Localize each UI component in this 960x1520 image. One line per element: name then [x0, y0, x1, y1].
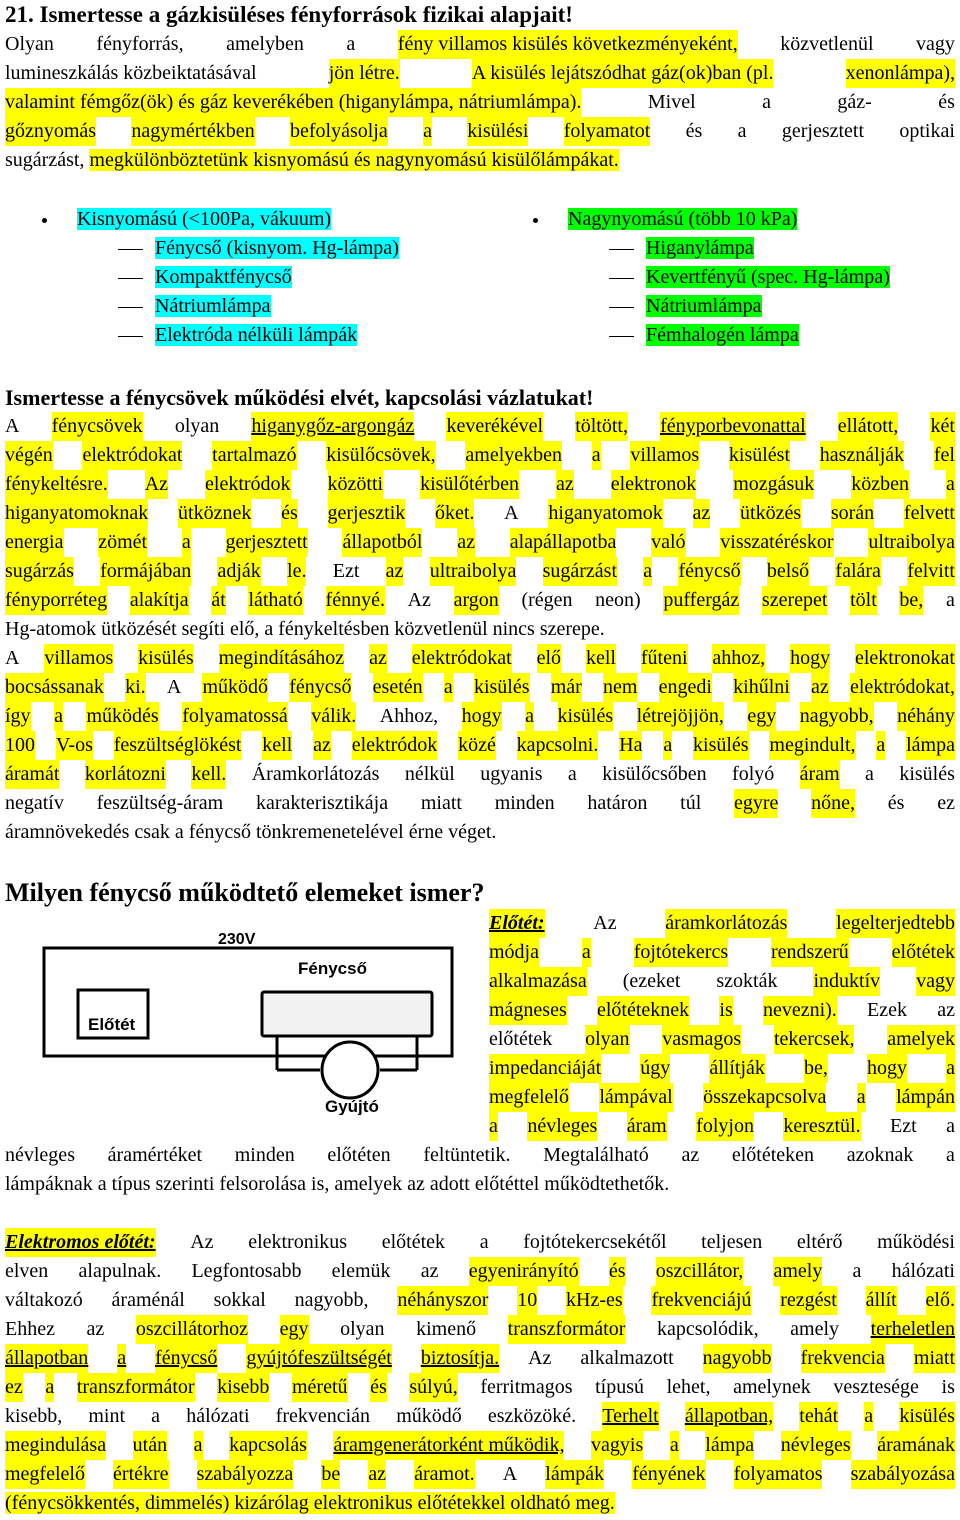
tube-label: Fénycső [298, 959, 367, 978]
dash-icon [609, 249, 634, 250]
s3p2-line-1: Elektromos előtét: Az elektronikus előtétek a fojtótekercsekétől teljesen eltérő működési [5, 1228, 955, 1257]
intro-line-5: sugárzást, megkülönböztetünk kisnyomású és nagynyomású kisülőlámpákat. [5, 149, 619, 171]
ballast-label: Előtét [88, 1015, 136, 1034]
intro-line-3: valamint fémgőz(ök) és gáz keverékében (higanylámpa, nátriumlámpa). Mivel a gáz- és [5, 88, 955, 117]
s3p1-line-9: névleges áramértéket minden előtéten feltüntetik. Megtalálható az előtéteken azoknak a [5, 1144, 955, 1166]
s3p2-line-8: megindulása után a kapcsolás áramgenerátorként működik, vagyis a lámpa névleges áramának [5, 1431, 955, 1460]
starter-shape [322, 1042, 378, 1098]
s3p2-line-9: megfelelő értékre szabályozza be az áramot. A lámpák fényének folyamatos szabályozása [5, 1460, 955, 1489]
page-title: 21. Ismertesse a gázkisüléses fényforrások fizikai alapjait! [5, 2, 573, 27]
s3p2-line-7: kisebb, mint a hálózati frekvencián működő eszközöké. Terhelt állapotban, tehát a kisülés [5, 1402, 955, 1431]
dash-icon [609, 278, 634, 279]
s3p2-line-10: (fénycsökkentés, dimmelés) kizárólag elektronikus előtétekkel oldható meg. [5, 1492, 615, 1514]
dash-icon [118, 249, 143, 250]
s2p1-line-1: A fénycsövek olyan higanygőz-argongáz keverékével töltött, fényporbevonattal ellátott, két [5, 412, 955, 441]
dash-icon [118, 336, 143, 337]
section-heading-tubes: Ismertesse a fénycsövek működési elvét, kapcsolási vázlatukat! [5, 385, 594, 410]
s2p2-line-6: negatív feszültség-áram karakterisztikája miatt minden határon túl egyre nőne, és ez [5, 789, 955, 818]
section-heading-elements: Milyen fénycső működtető elemeket ismer? [5, 878, 485, 907]
left-list-item: Elektróda nélküli lámpák [118, 321, 357, 350]
s3p2-line-5: állapotban a fénycső gyújtófeszültségét biztosítja. Az alkalmazott nagyobb frekvencia miatt [5, 1344, 955, 1373]
bullet-dot-icon [42, 218, 47, 223]
s2p1-line-2: végén elektródokat tartalmazó kisülőcsövek, amelyekben a villamos kisülést használják fel [5, 441, 955, 470]
s3p1-line-6: impedanciáját úgy állítják be, hogy a [489, 1054, 955, 1083]
bullet-dot-icon [533, 218, 538, 223]
intro-line-4: gőznyomás nagymértékben befolyásolja a kisülési folyamatot és a gerjesztett optikai [5, 117, 955, 146]
s3p1-line-5: előtétek olyan vasmagos tekercsek, amelyek [489, 1025, 955, 1054]
right-list-head: Nagynyomású (több 10 kPa) [533, 205, 797, 234]
s2p2-line-1: A villamos kisülés megindításához az elektródokat elő kell fűteni ahhoz, hogy elektronokat [5, 644, 955, 673]
s2p1-line-6: sugárzás formájában adják le. Ezt az ultraibolya sugárzást a fénycső belső falára felvitt [5, 557, 955, 586]
s3p1-line-1: Előtét: Az áramkorlátozás legelterjedtebb [489, 909, 955, 938]
s2p1-line-4: higanyatomoknak ütköznek és gerjesztik őket. A higanyatomok az ütközés során felvett [5, 499, 955, 528]
intro-line-2: lumineszkálás közbeiktatásával jön létre. A kisülés lejátszódhat gáz(ok)ban (pl. xenonlámpa), [5, 59, 955, 88]
s3p1-line-8: a névleges áram folyjon keresztül. Ezt a [489, 1112, 955, 1141]
s2p2-line-3: így a működés folyamatossá válik. Ahhoz, hogy a kisülés létrejöjjön, egy nagyobb, néhány [5, 702, 955, 731]
right-list-item: Kevertfényű (spec. Hg-lámpa) [609, 263, 890, 292]
s2p2-line-7: áramnövekedés csak a fénycső tönkremenetelével érne véget. [5, 821, 497, 843]
s2p2-line-2: bocsássanak ki. A működő fénycső esetén a kisülés már nem engedi kihűlni az elektródokat, [5, 673, 955, 702]
s3p1-line-7: megfelelő lámpával összekapcsolva a lámpán [489, 1083, 955, 1112]
s3p2-line-3: váltakozó áraménál sokkal nagyobb, néhányszor 10 kHz-es frekvenciájú rezgést állít elő. [5, 1286, 955, 1315]
left-list-item: Kompaktfénycső [118, 263, 292, 292]
circuit-diagram [40, 930, 460, 1115]
s2p2-line-4: 100 V-os feszültséglökést kell az elektródok közé kapcsolni. Ha a kisülés megindult, a lámpa [5, 731, 955, 760]
s3p1-line-10: lámpáknak a típus szerinti felsorolása is, amelyek az adott előtéttel működtethetők. [5, 1173, 670, 1195]
s3p1-line-4: mágneses előtéteknek is nevezni). Ezek az [489, 996, 955, 1025]
s2p1-line-8: Hg-atomok ütközését segíti elő, a fénykeltésben közvetlenül nincs szerepe. [5, 618, 605, 640]
s2p2-line-5: áramát korlátozni kell. Áramkorlátozás nélkül ugyanis a kisülőcsőben folyó áram a kisülés [5, 760, 955, 789]
right-list-item: Higanylámpa [609, 234, 754, 263]
s2p1-line-7: fényporréteg alakítja át látható fénnyé. Az argon (régen neon) puffergáz szerepet tölt be, a [5, 586, 955, 615]
right-list-item: Nátriumlámpa [609, 292, 762, 321]
s3p2-line-6: ez a transzformátor kisebb méretű és súlyú, ferritmagos típusú lehet, amelynek vesztesége is [5, 1373, 955, 1402]
s3p2-line-4: Ehhez az oszcillátorhoz egy olyan kimenő transzformátor kapcsolódik, amely terheletlen [5, 1315, 955, 1344]
voltage-label: 230V [218, 931, 256, 948]
right-list-item: Fémhalogén lámpa [609, 321, 799, 350]
tube-shape [262, 992, 432, 1036]
intro-line-1: Olyan fényforrás, amelyben a fény villamos kisülés következményeként, közvetlenül vagy [5, 30, 955, 59]
left-list-item: Nátriumlámpa [118, 292, 271, 321]
s2p1-line-3: fénykeltésre. Az elektródok közötti kisülőtérben az elektronok mozgásuk közben a [5, 470, 955, 499]
s3p1-line-2: módja a fojtótekercs rendszerű előtétek [489, 938, 955, 967]
s2p1-line-5: energia zömét a gerjesztett állapotból az alapállapotba való visszatéréskor ultraibolya [5, 528, 955, 557]
left-list-head: Kisnyomású (<100Pa, vákuum) [42, 205, 331, 234]
dash-icon [609, 307, 634, 308]
dash-icon [118, 307, 143, 308]
s3p1-line-3: alkalmazása (ezeket szokták induktív vagy [489, 967, 955, 996]
dash-icon [118, 278, 143, 279]
s3p2-line-2: elven alapulnak. Legfontosabb elemük az egyenirányító és oszcillátor, amely a hálózati [5, 1257, 955, 1286]
starter-label: Gyújtó [325, 1097, 379, 1115]
dash-icon [609, 336, 634, 337]
left-list-item: Fénycső (kisnyom. Hg-lámpa) [118, 234, 399, 263]
